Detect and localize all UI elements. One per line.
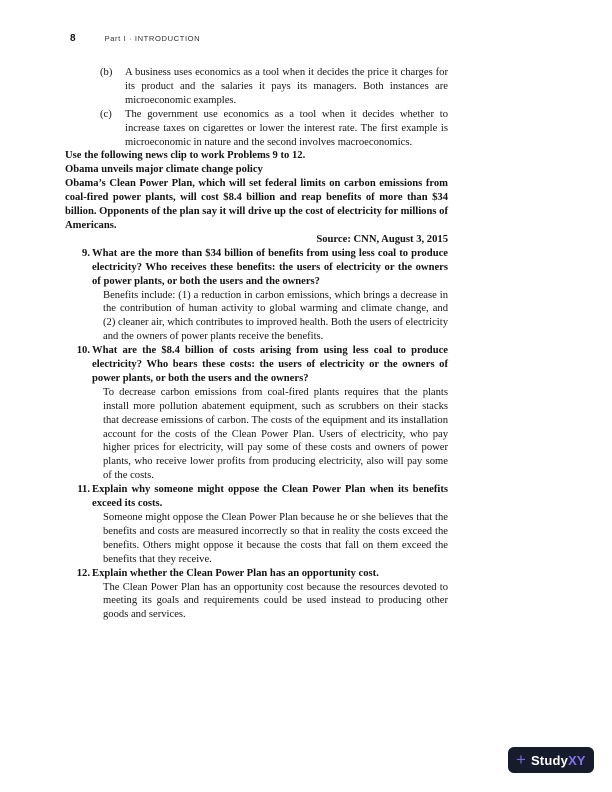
news-clip-instruction: Use the following news clip to work Problems 9 to 12. <box>65 150 306 162</box>
brand-name-xy: XY <box>568 752 586 768</box>
running-head <box>70 33 200 44</box>
problem-answer: Benefits include: (1) a reduction in carbon emissions, which brings a decrease in the contribution of human activity to global warming and climate change, and (2) cleaner air, which contributes to improved health. Both the users of electricity and the owners of power plants receive the benefits. <box>103 289 448 343</box>
plus-icon: + <box>516 749 526 769</box>
list-item-b <box>65 66 448 108</box>
list-item-c <box>65 108 448 150</box>
list-item-label: (b) <box>100 67 113 78</box>
list-item-text: The government use economics as a tool when it decides whether to increase taxes on cigarettes or lower the interest rate. The first example is microeconomic in nature and the second involves macroeconomics. <box>125 108 448 148</box>
problem-11 <box>65 483 448 566</box>
page-number: 8 <box>70 33 76 44</box>
studyxy-logo-badge <box>508 747 594 773</box>
news-clip-headline: Obama unveils major climate change policy <box>65 164 263 176</box>
problem-10 <box>65 344 448 483</box>
brand-name-study: Study <box>530 752 569 768</box>
part-title: Part I · INTRODUCTION <box>104 34 201 43</box>
news-clip-body: Obama’s Clean Power Plan, which will set federal limits on carbon emissions from coal-fired power plants, will cost $8.4 billion and reap benefits of more than $34 billion. Opponents of the plan say it will drive up the cost of electricity for millions of Americans. <box>65 178 448 231</box>
problem-answer: To decrease carbon emissions from coal-fired plants requires that the plants install more pollution abatement equipment, such as scrubbers on their stacks that decrease emissions of carbon. The costs of the equipment and its installation account for the costs of the Clean Power Plan. Users of electricity, who pay higher prices for electricity, will pay some of these costs and owners of power plants, who receive lower profits from producing electricity, also will pay some of the costs. <box>103 386 448 482</box>
problem-number: 11. <box>77 484 90 496</box>
problem-number: 12. <box>76 567 90 579</box>
problem-question: What are the more than $34 billion of benefits from using less coal to produce electricity? Who receives these benefits: the users of electricity or the owners of power plants, or both the users and the owners? <box>92 247 448 287</box>
problem-question: Explain why someone might oppose the Clean Power Plan when its benefits exceed its costs. <box>92 484 448 510</box>
news-clip-source: Source: CNN, August 3, 2015 <box>316 233 448 245</box>
list-item-label: (c) <box>100 108 112 120</box>
problem-number: 10. <box>76 345 90 357</box>
problem-9 <box>65 247 448 344</box>
problem-question: What are the $8.4 billion of costs arising from using less coal to produce electricity? Who bears these costs: the users of electricity or the owners of power plants, or both the users and the owners? <box>92 345 448 384</box>
main-text-column <box>65 66 448 622</box>
problem-number: 9. <box>82 247 90 259</box>
problem-answer: The Clean Power Plan has an opportunity cost because the resources devoted to meeting its goals and requirements could be used instead to producing other goods and services. <box>103 581 448 621</box>
problem-answer: Someone might oppose the Clean Power Plan because he or she believes that the benefits and costs are measured incorrectly so that in reality the costs exceed the benefits. Others might oppose it because the costs that fall on them exceed the benefits that they receive. <box>103 512 448 565</box>
list-item-text: A business uses economics as a tool when it decides the price it charges for its product and the salaries it pays its managers. Both instances are microeconomic examples. <box>125 67 448 106</box>
problem-12 <box>65 567 448 623</box>
problem-question: Explain whether the Clean Power Plan has an opportunity cost. <box>92 567 379 579</box>
